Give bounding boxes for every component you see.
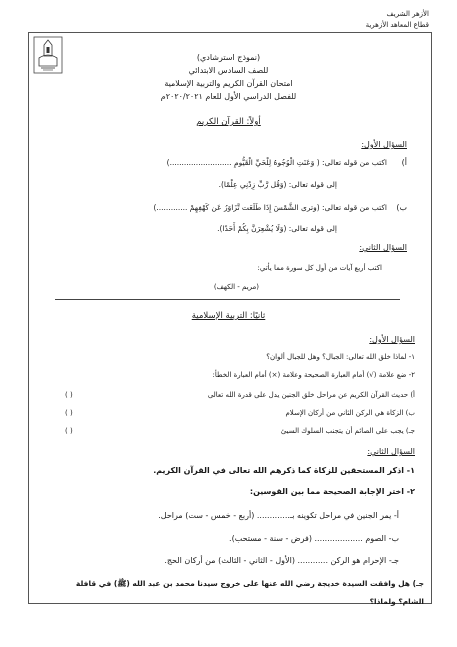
s1-q1-b-text: اكتب من قوله تعالى: (وترى الشَّمْسَ إِذَا طَلَعَت تَّزَاوَرُ عَن كَهْفِهِمْ .............) [153, 203, 387, 212]
s1-q2-surahs: (مريم - الكهف) [213, 283, 259, 291]
institution-name: الأزهر الشريف [386, 10, 429, 18]
s1-q1-b-marker: ب) [396, 203, 407, 212]
exam-term: للفصل الدراسي الأول للعام ٢٠٢٠/٢٠٢١م [160, 92, 297, 101]
tf-bracket-a[interactable]: ( ) [65, 391, 73, 399]
s1-q2-instruction: اكتب أربع آيات من أول كل سورة مما يأتي: [257, 264, 382, 272]
s1-q1-a-continuation: إلى قوله تعالى: (وَقُل رَّبِّ زِدْنِي عِلْمًا). [218, 180, 337, 189]
tf-bracket-b[interactable]: ( ) [65, 409, 73, 417]
s2-q2-item3-line1: جـ) هل وافقت السيدة خديجة رضي الله عنها على خروج سيدنا محمد بن عبد الله (ﷺ) في قافلة [75, 579, 424, 588]
s2-q1-item1: ١- لماذا خلق الله تعالى: الجبال؟ وهل للجبال ألوان؟ [266, 353, 415, 361]
section2-title: ثانيًا: التربية الإسلامية [191, 311, 266, 321]
tf-statement-c: جـ) يجب على الصائم أن يتجنب السلوك السيئ [280, 427, 415, 435]
mcq-choice-a: أ- يمر الجنين في مراحل تكوينه بـ............. (أربع - خمس - ست) مراحل. [158, 511, 399, 520]
s2-q1-item2: ٢- ضع علامة (√) أمام العبارة الصحيحة وعلامة (×) أمام العبارة الخطأ: [212, 371, 415, 379]
s1-q1-a-marker: أ) [401, 158, 407, 167]
s2-q1-heading: السؤال الأول: [369, 335, 415, 344]
mcq-choice-b: ب- الصوم ................... (فرض - سنة - مستحب). [229, 534, 399, 543]
exam-subject: امتحان القرآن الكريم والتربية الإسلامية [164, 79, 293, 88]
s1-q1-heading: السؤال الأول: [361, 140, 407, 149]
institution-sector: قطاع المعاهد الأزهرية [365, 21, 429, 29]
tf-bracket-c[interactable]: ( ) [65, 427, 73, 435]
section1-title: أولاً: القرآن الكريم [196, 117, 261, 127]
s2-q2-item1: ١- اذكر المستحقين للزكاة كما ذكرهم الله تعالى في القرآن الكريم. [153, 466, 415, 475]
mcq-choice-c: جـ- الإحرام هو الركن ............ (الأول - الثاني - الثالث) من أركان الحج. [164, 556, 399, 565]
tf-statement-b: ب) الزكاة هي الركن الثاني من أركان الإسلام [285, 409, 415, 417]
tf-statement-a: أ) حديث القرآن الكريم عن مراحل خلق الجنين يدل على قدرة الله تعالى [207, 391, 415, 399]
section-divider [55, 299, 400, 300]
s1-q1-a-text: اكتب من قوله تعالى: ( وَعَنَتِ الْوُجُوهُ لِلْحَيِّ الْقَيُّومِ ..........................) [166, 158, 387, 167]
s2-q2-heading: السؤال الثاني: [367, 447, 415, 456]
grade-label: للصف السادس الابتدائي [188, 66, 269, 75]
exam-model-label: (نموذج استرشادي) [196, 53, 261, 62]
s1-q1-b-continuation: إلى قوله تعالى: (وَلَا يُشْعِرَنَّ بِكُمْ أَحَدًا). [217, 224, 337, 233]
s2-q2-item3-line2: الشام؟ ولماذا؟ [369, 597, 424, 606]
s2-q2-item2: ٢- اختر الإجابة الصحيحة مما بين القوسين: [249, 487, 415, 496]
s1-q2-heading: السؤال الثاني: [359, 243, 407, 252]
